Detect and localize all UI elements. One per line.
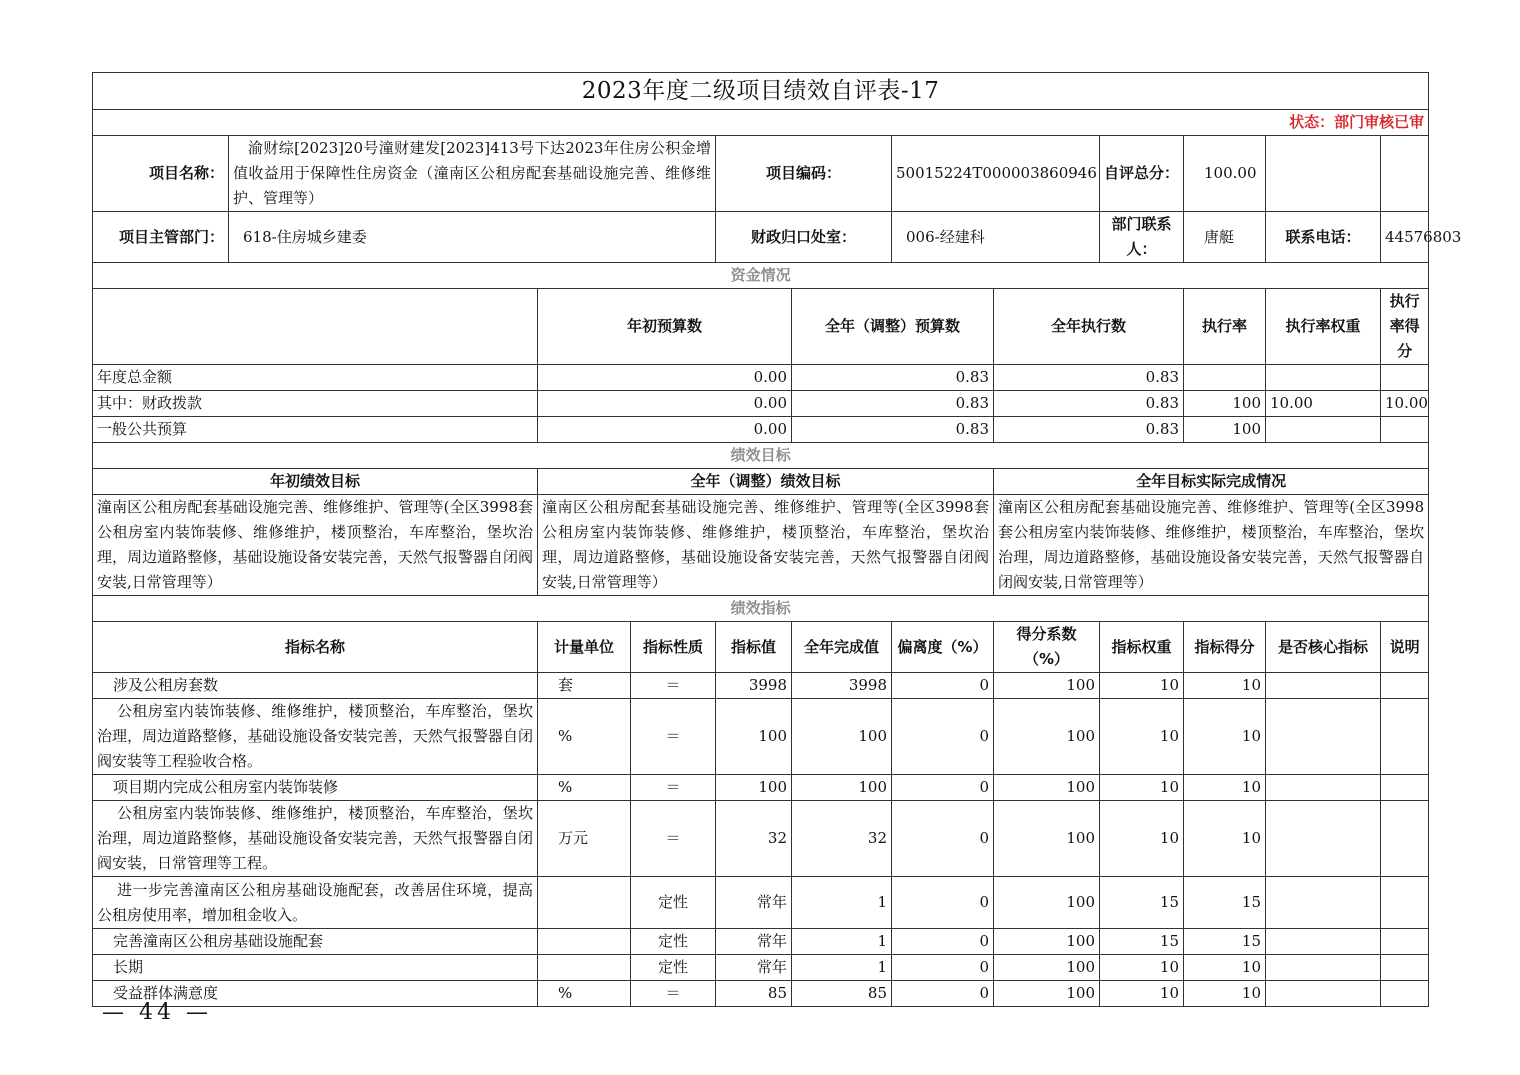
indicator-coef: 100	[994, 981, 1100, 1007]
funds-header: 全年执行数	[994, 289, 1184, 365]
indicator-unit: %	[538, 981, 631, 1007]
funds-header: 执行率得分	[1381, 289, 1429, 365]
indicator-weight: 10	[1100, 673, 1184, 699]
contact-label: 部门联系人：	[1100, 212, 1184, 263]
goal-actual: 潼南区公租房配套基础设施完善、维修维护、管理等(全区3998套公租房室内装饰装修、维修维护，楼顶整治，车库整治，堡坎治理，周边道路整修，基础设施设备安装完善，天然气报警器自闭阀安装,日常管理等）	[994, 495, 1429, 596]
goals-section-title: 绩效目标	[93, 443, 1429, 469]
indicator-note	[1381, 699, 1429, 775]
indicator-header: 偏离度（%）	[892, 622, 994, 673]
funds-adjusted: 0.83	[792, 365, 994, 391]
indicator-header: 说明	[1381, 622, 1429, 673]
indicator-nature: ＝	[631, 801, 716, 877]
indicator-row	[93, 929, 1429, 955]
indicator-core	[1266, 955, 1381, 981]
self-score-value: 100.00	[1184, 136, 1266, 212]
indicator-name: 长期	[93, 955, 538, 981]
indicator-header: 指标性质	[631, 622, 716, 673]
funds-initial: 0.00	[538, 417, 792, 443]
indicator-target: 常年	[716, 877, 792, 929]
funds-row	[93, 391, 1429, 417]
goal-adjusted: 潼南区公租房配套基础设施完善、维修维护、管理等(全区3998套公租房室内装饰装修、维修维护，楼顶整治，车库整治，堡坎治理，周边道路整修，基础设施设备安装完善，天然气报警器自闭阀安装,日常管理等）	[538, 495, 994, 596]
indicator-score: 10	[1184, 673, 1266, 699]
indicator-deviation: 0	[892, 775, 994, 801]
indicator-header: 全年完成值	[792, 622, 892, 673]
funds-rate: 100	[1184, 417, 1266, 443]
funds-weight	[1266, 417, 1381, 443]
indicator-nature: ＝	[631, 775, 716, 801]
indicator-deviation: 0	[892, 699, 994, 775]
indicator-core	[1266, 801, 1381, 877]
indicator-coef: 100	[994, 929, 1100, 955]
funds-row	[93, 365, 1429, 391]
indicator-note	[1381, 801, 1429, 877]
indicator-actual: 3998	[792, 673, 892, 699]
indicator-actual: 1	[792, 955, 892, 981]
indicator-name: 公租房室内装饰装修、维修维护，楼顶整治，车库整治，堡坎治理，周边道路整修，基础设施设备安装完善，天然气报警器自闭阀安装等工程验收合格。	[93, 699, 538, 775]
indicator-nature: 定性	[631, 955, 716, 981]
indicator-row	[93, 699, 1429, 775]
funds-header: 执行率权重	[1266, 289, 1381, 365]
dept-label: 项目主管部门：	[93, 212, 229, 263]
indicator-row	[93, 801, 1429, 877]
indicator-deviation: 0	[892, 801, 994, 877]
indicator-unit: 套	[538, 673, 631, 699]
contact-value: 唐艇	[1184, 212, 1266, 263]
indicator-actual: 1	[792, 877, 892, 929]
phone-value: 44576803	[1381, 212, 1429, 263]
indicator-unit: %	[538, 699, 631, 775]
indicator-coef: 100	[994, 673, 1100, 699]
indicator-note	[1381, 929, 1429, 955]
indicator-row	[93, 775, 1429, 801]
indicator-core	[1266, 699, 1381, 775]
finance-office-value: 006-经建科	[892, 212, 1100, 263]
empty-cell	[93, 289, 538, 365]
indicator-actual: 32	[792, 801, 892, 877]
indicator-core	[1266, 775, 1381, 801]
indicator-deviation: 0	[892, 981, 994, 1007]
indicator-core	[1266, 877, 1381, 929]
indicator-note	[1381, 673, 1429, 699]
indicator-core	[1266, 981, 1381, 1007]
indicator-name: 进一步完善潼南区公租房基础设施配套，改善居住环境，提高公租房使用率，增加租金收入。	[93, 877, 538, 929]
indicator-core	[1266, 929, 1381, 955]
indicator-actual: 100	[792, 699, 892, 775]
indicator-header: 指标权重	[1100, 622, 1184, 673]
indicator-note	[1381, 955, 1429, 981]
goals-header: 全年（调整）绩效目标	[538, 469, 994, 495]
funds-weight	[1266, 365, 1381, 391]
indicator-target: 3998	[716, 673, 792, 699]
indicator-coef: 100	[994, 877, 1100, 929]
indicator-header: 是否核心指标	[1266, 622, 1381, 673]
indicator-unit	[538, 877, 631, 929]
indicator-weight: 10	[1100, 775, 1184, 801]
indicator-unit: 万元	[538, 801, 631, 877]
indicator-weight: 15	[1100, 929, 1184, 955]
indicator-nature: ＝	[631, 699, 716, 775]
indicator-weight: 10	[1100, 955, 1184, 981]
indicator-actual: 1	[792, 929, 892, 955]
indicator-header: 指标名称	[93, 622, 538, 673]
funds-row	[93, 417, 1429, 443]
self-score-label: 自评总分：	[1100, 136, 1184, 212]
indicator-name: 项目期内完成公租房室内装饰装修	[93, 775, 538, 801]
funds-header: 执行率	[1184, 289, 1266, 365]
indicator-score: 15	[1184, 877, 1266, 929]
status-badge: 状态：部门审核已审	[93, 110, 1429, 136]
indicator-deviation: 0	[892, 955, 994, 981]
indicator-nature: ＝	[631, 673, 716, 699]
indicator-row	[93, 981, 1429, 1007]
page-title: 2023年度二级项目绩效自评表-17	[93, 73, 1429, 110]
funds-score: 10.00	[1381, 391, 1429, 417]
funds-row-name: 其中：财政拨款	[93, 391, 538, 417]
funds-adjusted: 0.83	[792, 391, 994, 417]
finance-office-label: 财政归口处室：	[716, 212, 892, 263]
indicator-header: 计量单位	[538, 622, 631, 673]
indicator-target: 32	[716, 801, 792, 877]
indicator-weight: 10	[1100, 801, 1184, 877]
indicator-deviation: 0	[892, 673, 994, 699]
empty-cell	[1266, 136, 1381, 212]
indicator-coef: 100	[994, 775, 1100, 801]
funds-initial: 0.00	[538, 365, 792, 391]
funds-rate	[1184, 365, 1266, 391]
indicator-name: 完善潼南区公租房基础设施配套	[93, 929, 538, 955]
indicator-row	[93, 673, 1429, 699]
funds-adjusted: 0.83	[792, 417, 994, 443]
goals-header: 年初绩效目标	[93, 469, 538, 495]
goal-initial: 潼南区公租房配套基础设施完善、维修维护、管理等(全区3998套公租房室内装饰装修、维修维护，楼顶整治，车库整治，堡坎治理，周边道路整修，基础设施设备安装完善，天然气报警器自闭阀安装,日常管理等）	[93, 495, 538, 596]
phone-label: 联系电话：	[1266, 212, 1381, 263]
indicator-score: 10	[1184, 955, 1266, 981]
indicator-deviation: 0	[892, 929, 994, 955]
project-name-label: 项目名称：	[93, 136, 229, 212]
indicator-core	[1266, 673, 1381, 699]
indicator-unit	[538, 955, 631, 981]
page-number: — 44 —	[102, 1000, 212, 1025]
indicator-score: 10	[1184, 699, 1266, 775]
indicator-deviation: 0	[892, 877, 994, 929]
indicator-unit	[538, 929, 631, 955]
indicator-header: 得分系数（%）	[994, 622, 1100, 673]
funds-score	[1381, 417, 1429, 443]
indicator-actual: 85	[792, 981, 892, 1007]
funds-score	[1381, 365, 1429, 391]
indicator-note	[1381, 981, 1429, 1007]
indicator-name: 受益群体满意度	[93, 981, 538, 1007]
indicator-coef: 100	[994, 699, 1100, 775]
performance-evaluation-table	[92, 72, 1462, 1007]
funds-executed: 0.83	[994, 391, 1184, 417]
indicator-nature: 定性	[631, 877, 716, 929]
funds-rate: 100	[1184, 391, 1266, 417]
indicator-note	[1381, 877, 1429, 929]
indicator-target: 85	[716, 981, 792, 1007]
empty-cell	[1381, 136, 1429, 212]
funds-row-name: 年度总金额	[93, 365, 538, 391]
indicator-name: 涉及公租房套数	[93, 673, 538, 699]
indicator-header: 指标值	[716, 622, 792, 673]
funds-row-name: 一般公共预算	[93, 417, 538, 443]
indicator-score: 10	[1184, 981, 1266, 1007]
indicator-score: 10	[1184, 801, 1266, 877]
indicator-coef: 100	[994, 955, 1100, 981]
funds-initial: 0.00	[538, 391, 792, 417]
indicator-header: 指标得分	[1184, 622, 1266, 673]
indicator-weight: 10	[1100, 699, 1184, 775]
funds-executed: 0.83	[994, 417, 1184, 443]
indicator-score: 15	[1184, 929, 1266, 955]
project-code-label: 项目编码：	[716, 136, 892, 212]
dept-value: 618-住房城乡建委	[229, 212, 716, 263]
indicator-score: 10	[1184, 775, 1266, 801]
project-name-value: 渝财综[2023]20号潼财建发[2023]413号下达2023年住房公积金增值收益用于保障性住房资金（潼南区公租房配套基础设施完善、维修维护、管理等）	[229, 136, 716, 212]
indicator-row	[93, 877, 1429, 929]
indicator-target: 常年	[716, 929, 792, 955]
goals-header: 全年目标实际完成情况	[994, 469, 1429, 495]
indicator-nature: ＝	[631, 981, 716, 1007]
funds-header: 年初预算数	[538, 289, 792, 365]
indicator-unit: %	[538, 775, 631, 801]
indicator-target: 100	[716, 775, 792, 801]
funds-header: 全年（调整）预算数	[792, 289, 994, 365]
funds-weight: 10.00	[1266, 391, 1381, 417]
indicator-target: 100	[716, 699, 792, 775]
indicator-actual: 100	[792, 775, 892, 801]
indicator-coef: 100	[994, 801, 1100, 877]
indicator-target: 常年	[716, 955, 792, 981]
indicator-note	[1381, 775, 1429, 801]
funds-executed: 0.83	[994, 365, 1184, 391]
indicator-weight: 10	[1100, 981, 1184, 1007]
indicator-nature: 定性	[631, 929, 716, 955]
project-code-value: 50015224T000003860946	[892, 136, 1100, 212]
indicator-name: 公租房室内装饰装修、维修维护，楼顶整治，车库整治，堡坎治理，周边道路整修，基础设施设备安装完善，天然气报警器自闭阀安装，日常管理等工程。	[93, 801, 538, 877]
funds-section-title: 资金情况	[93, 263, 1429, 289]
indicators-section-title: 绩效指标	[93, 596, 1429, 622]
indicator-row	[93, 955, 1429, 981]
indicator-weight: 15	[1100, 877, 1184, 929]
